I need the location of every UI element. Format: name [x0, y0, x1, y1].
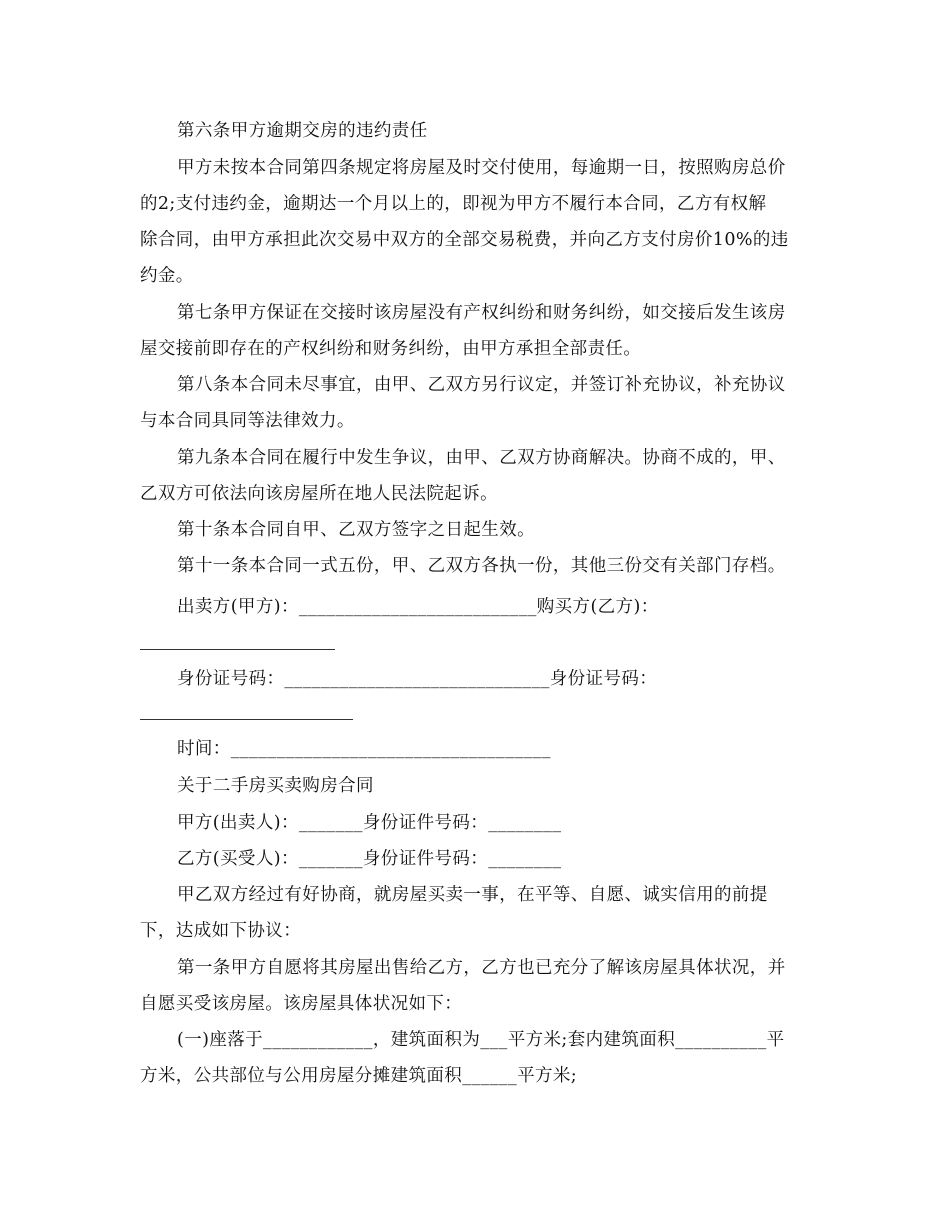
paragraph-line: 约金。 [140, 266, 194, 286]
id-number-signature-line: 身份证号码：_____________________________身份证号码： [177, 669, 658, 689]
preamble-line: 甲乙双方经过有好协商，就房屋买卖一事，在平等、自愿、诚实信用的前提 [177, 885, 768, 905]
signature-blank-rule [140, 649, 335, 650]
article-8-line: 第八条本合同未尽事宜，由甲、乙双方另行议定，并签订补充协议，补充协议 [177, 375, 786, 395]
time-signature-line: 时间：___________________________________ [177, 739, 551, 759]
party-b-line: 乙方(买受人)：_______身份证件号码：________ [177, 849, 562, 869]
paragraph-line: 方米，公共部位与公用房屋分摊建筑面积______平方米; [140, 1066, 578, 1086]
article-7-line: 第七条甲方保证在交接时该房屋没有产权纠纷和财务纠纷，如交接后发生该房 [177, 303, 786, 323]
paragraph-line: 下，达成如下协议： [140, 921, 302, 941]
seller-signature-line: 出卖方(甲方)：__________________________购买方(乙方)： [177, 597, 659, 617]
paragraph-line: 甲方未按本合同第四条规定将房屋及时交付使用，每逾期一日，按照购房总价 [177, 158, 786, 178]
paragraph-line: 的2;支付违约金，逾期达一个月以上的，即视为甲方不履行本合同，乙方有权解 [140, 194, 767, 214]
paragraph-line: 乙双方可依法向该房屋所在地人民法院起诉。 [140, 484, 498, 504]
article-11-line: 第十一条本合同一式五份，甲、乙双方各执一份，其他三份交有关部门存档。 [177, 556, 786, 576]
item-1-line: (一)座落于____________，建筑面积为___平方米;套内建筑面积__________平 [177, 1030, 785, 1050]
article-6-title: 第六条甲方逾期交房的违约责任 [177, 121, 428, 141]
contract-2-article-1-line: 第一条甲方自愿将其房屋出售给乙方，乙方也已充分了解该房屋具体状况，并 [177, 958, 786, 978]
paragraph-line: 自愿买受该房屋。该房屋具体状况如下： [140, 994, 463, 1014]
id-blank-rule [140, 719, 353, 720]
paragraph-line: 屋交接前即存在的产权纠纷和财务纠纷，由甲方承担全部责任。 [140, 339, 642, 359]
contract-2-title: 关于二手房买卖购房合同 [177, 776, 374, 796]
article-10-line: 第十条本合同自甲、乙双方签字之日起生效。 [177, 520, 535, 540]
article-9-line: 第九条本合同在履行中发生争议，由甲、乙双方协商解决。协商不成的，甲、 [177, 448, 786, 468]
paragraph-line: 与本合同具同等法律效力。 [140, 411, 355, 431]
party-a-line: 甲方(出卖人)：_______身份证件号码：________ [177, 813, 562, 833]
paragraph-line: 除合同，由甲方承担此次交易中双方的全部交易税费，并向乙方支付房价10%的违 [140, 230, 789, 250]
